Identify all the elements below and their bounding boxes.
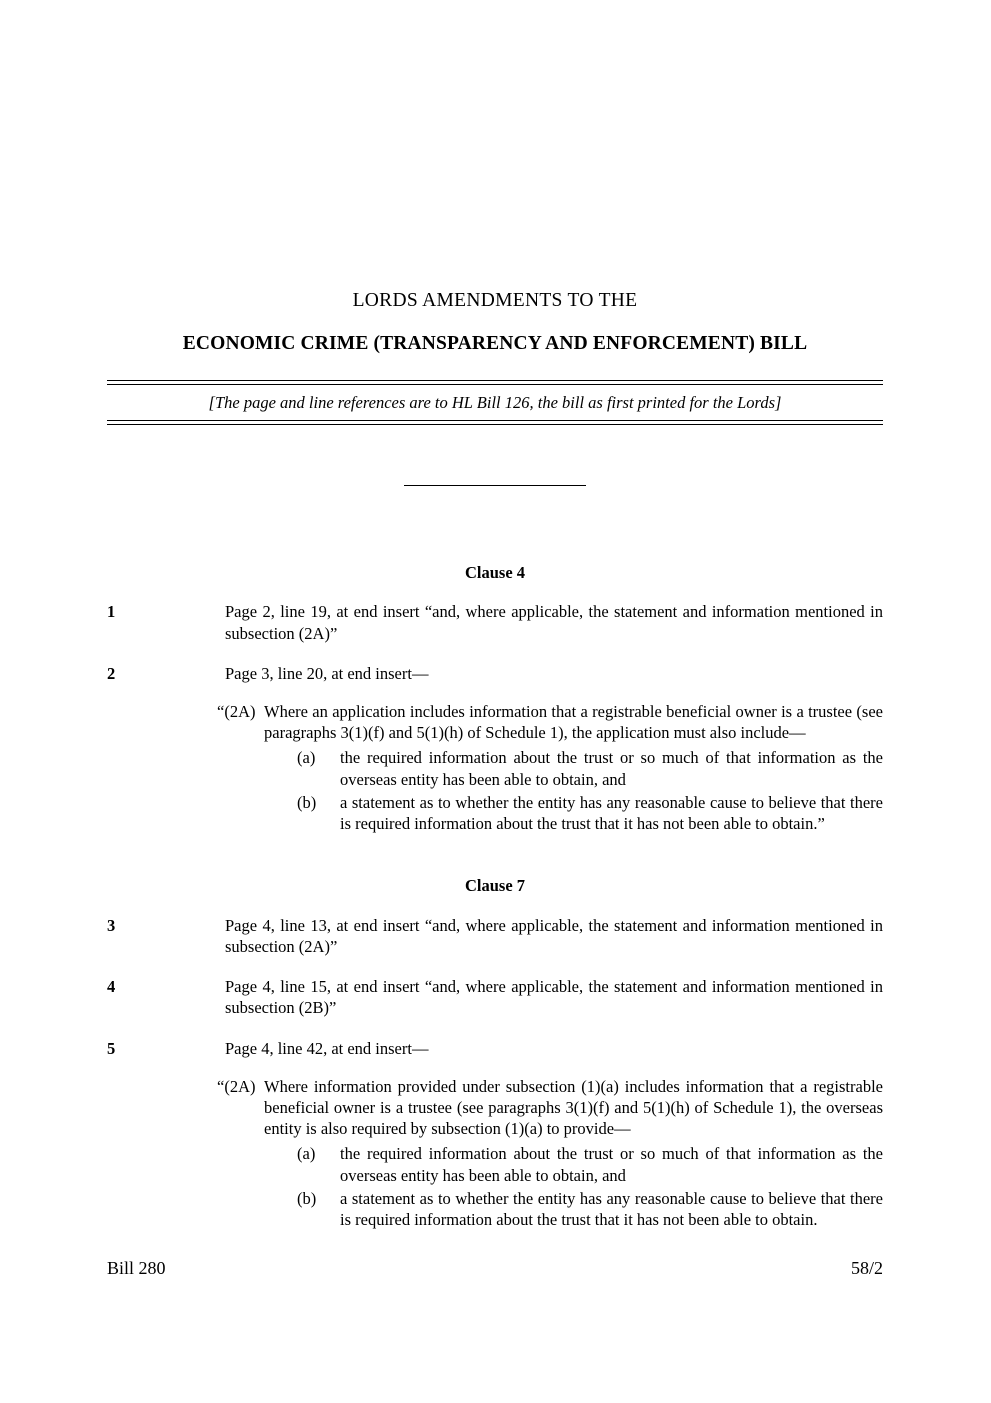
inserted-subsection — [107, 701, 883, 834]
subitem-text: a statement as to whether the entity has any reasonable cause to believe that there is required information about the trust that it has not been able to obtain. — [340, 1188, 883, 1229]
amendment-row — [107, 601, 883, 643]
amendment-text: Page 4, line 13, at end insert “and, where applicable, the statement and information mentioned in subsection (2A)” — [225, 915, 883, 957]
amendment-text: Page 2, line 19, at end insert “and, where applicable, the statement and information mentioned in subsection (2A)” — [225, 602, 883, 643]
footer-page-reference: 58/2 — [850, 1258, 883, 1278]
reference-note: [The page and line references are to HL Bill 126, the bill as first printed for the Lords] — [208, 392, 782, 412]
amendment-row — [107, 915, 883, 957]
section-divider-wrap — [107, 485, 883, 503]
amendment-number: 4 — [107, 977, 116, 997]
subitem-text: a statement as to whether the entity has any reasonable cause to believe that there is required information about the trust that it has not been able to obtain.” — [340, 792, 883, 833]
section-divider — [404, 485, 586, 486]
page-footer — [107, 1258, 883, 1280]
inserted-subsection-label: “(2A) — [217, 1076, 256, 1096]
amendment-text: Page 4, line 15, at end insert “and, where applicable, the statement and information mentioned in subsection (2B)” — [225, 977, 883, 1018]
inserted-subitem — [264, 792, 883, 834]
inserted-subsection-text: Where information provided under subsection (1)(a) includes information that a registrable beneficial owner is a trustee (see paragraphs 3(1)(f) and 5(1)(h) of Schedule 1), the overseas entity is also required by subsection (1)(a) to provide— — [264, 1076, 883, 1139]
clause-heading-4: Clause 4 — [464, 562, 526, 582]
amendment-row — [107, 976, 883, 1018]
document-content — [107, 0, 883, 1230]
subitem-marker: (a) — [297, 748, 316, 768]
amendment-number: 2 — [107, 663, 116, 683]
amendment-number: 1 — [107, 602, 116, 622]
amendment-text: Page 4, line 42, at end insert— — [225, 1038, 429, 1058]
amendment-row — [107, 1038, 883, 1059]
subitem-marker: (b) — [297, 1188, 317, 1208]
page-title: ECONOMIC CRIME (TRANSPARENCY AND ENFORCEMENT) BILL — [182, 333, 808, 355]
inserted-subitem — [264, 747, 883, 789]
rule-bottom-outer — [107, 424, 883, 425]
subitem-marker: (a) — [297, 1144, 316, 1164]
inserted-subitem — [264, 1143, 883, 1185]
inserted-subsection-text: Where an application includes information that a registrable beneficial owner is a trustee (see paragraphs 3(1)(f) and 5(1)(h) of Schedule 1), the application must also include— — [264, 701, 883, 743]
inserted-subitem-list — [264, 1143, 883, 1230]
inserted-subitem — [264, 1188, 883, 1230]
amendment-text: Page 3, line 20, at end insert— — [225, 663, 429, 683]
amendment-number: 3 — [107, 915, 116, 935]
inserted-subsection — [107, 1076, 883, 1230]
inserted-subsection-label: “(2A) — [217, 701, 256, 721]
subitem-text: the required information about the trust or so much of that information as the overseas entity has been able to obtain, and — [340, 748, 883, 789]
subitem-marker: (b) — [297, 792, 317, 812]
amendment-row — [107, 663, 883, 684]
amendment-number: 5 — [107, 1038, 116, 1058]
footer-bill-number: Bill 280 — [107, 1258, 166, 1278]
document-heading-line1: LORDS AMENDMENTS TO THE — [352, 290, 638, 311]
clause-heading-7: Clause 7 — [464, 876, 526, 896]
subitem-text: the required information about the trust or so much of that information as the overseas entity has been able to obtain, and — [340, 1144, 883, 1185]
inserted-subitem-list — [264, 747, 883, 834]
reference-note-block — [107, 380, 883, 425]
